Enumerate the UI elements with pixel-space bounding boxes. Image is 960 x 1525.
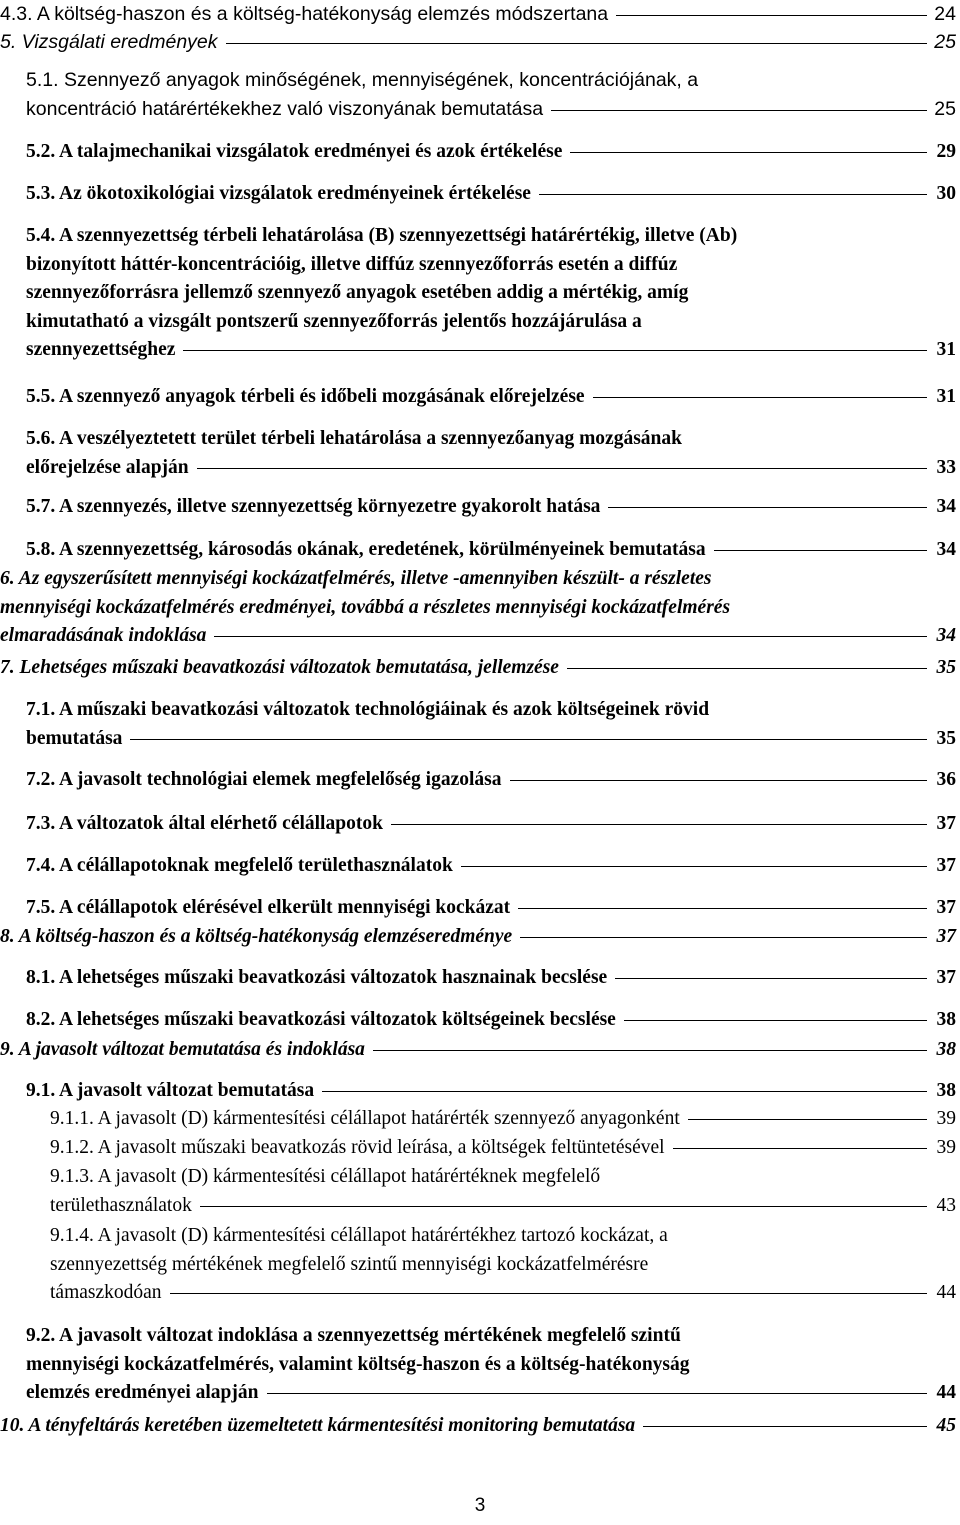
toc-leader-line xyxy=(183,350,927,351)
toc-entry-title: 5.2. A talajmechanikai vizsgálatok eredményei és azok értékelése xyxy=(26,141,563,162)
toc-entry-title: 5.6. A veszélyeztetett terület térbeli lehatárolása a szennyezőanyag mozgásának xyxy=(26,428,682,449)
toc-entry-title: 9.1.4. A javasolt (D) kármentesítési célállapot határértékhez tartozó kockázat, a xyxy=(50,1225,668,1246)
toc-leader-line xyxy=(510,780,927,781)
toc-leader-line xyxy=(170,1293,927,1294)
toc-entry[interactable] xyxy=(0,1412,956,1441)
toc-entry-line xyxy=(26,766,956,795)
toc-entry-title: támaszkodóan xyxy=(50,1282,162,1303)
toc-leader-line xyxy=(197,468,927,469)
toc-page-number: 30 xyxy=(936,183,956,204)
toc-entry-line xyxy=(26,810,956,839)
toc-leader-line xyxy=(520,937,927,938)
toc-page-number: 44 xyxy=(936,1282,956,1303)
toc-entry-line xyxy=(26,1006,956,1035)
toc-page-number: 43 xyxy=(936,1194,956,1216)
toc-entry-title: 9.1.2. A javasolt műszaki beavatkozás rövid leírása, a költségek feltüntetésével xyxy=(50,1137,665,1158)
toc-leader-line xyxy=(322,1091,927,1092)
toc-page-number: 34 xyxy=(936,539,956,560)
toc-entry[interactable] xyxy=(50,1105,956,1134)
toc-entry-title: 4.3. A költség-haszon és a költség-hatékonyság elemzés módszertana xyxy=(0,3,609,25)
toc-entry-title: 7. Lehetséges műszaki beavatkozási változatok bemutatása, jellemzése xyxy=(0,657,559,678)
toc-entry-line xyxy=(26,95,956,124)
toc-entry[interactable] xyxy=(26,696,956,753)
toc-entry-line xyxy=(26,308,956,337)
toc-leader-line xyxy=(373,1050,927,1051)
toc-entry-title: 9. A javasolt változat bemutatása és indoklása xyxy=(0,1039,365,1060)
toc-page-number: 36 xyxy=(936,769,956,790)
toc-entry[interactable] xyxy=(0,1036,956,1065)
toc-entry-line xyxy=(0,622,956,651)
toc-entry-title: 5.3. Az ökotoxikológiai vizsgálatok eredményeinek értékelése xyxy=(26,183,531,204)
toc-entry-line xyxy=(50,1251,956,1280)
toc-entry[interactable] xyxy=(26,138,956,167)
toc-page-number: 24 xyxy=(934,3,956,25)
toc-page-number: 34 xyxy=(936,625,956,646)
toc-entry-title: mennyiségi kockázatfelmérés, valamint költség-haszon és a költség-hatékonyság xyxy=(26,1353,690,1375)
toc-leader-line xyxy=(688,1119,927,1120)
toc-entry[interactable] xyxy=(26,66,956,123)
toc-entry-title: koncentráció határértékekhez való viszonyának bemutatása xyxy=(26,97,544,120)
toc-entry-line xyxy=(26,852,956,881)
toc-leader-line xyxy=(539,194,927,195)
toc-entry[interactable] xyxy=(0,0,956,29)
toc-entry-title: 8. A költség-haszon és a költség-hatékonyság elemzéseredménye xyxy=(0,926,513,947)
page-number: 3 xyxy=(474,1495,486,1516)
toc-entry-line xyxy=(0,565,956,594)
toc-leader-line xyxy=(616,15,927,16)
toc-entry-title: elemzés eredményei alapján xyxy=(26,1382,259,1403)
toc-entry-line xyxy=(26,66,956,95)
toc-entry-title: 5.4. A szennyezettség térbeli lehatárolása (B) szennyezettségi határértékig, illetve (Ab) xyxy=(26,225,738,246)
toc-entry[interactable] xyxy=(50,1222,956,1308)
toc-entry-line xyxy=(0,594,956,623)
toc-entry-title: 9.1.1. A javasolt (D) kármentesítési célállapot határérték szennyező anyagonként xyxy=(50,1108,680,1129)
toc-entry-title: elmaradásának indoklása xyxy=(0,625,207,646)
toc-entry-line xyxy=(26,251,956,280)
toc-leader-line xyxy=(608,507,927,508)
toc-entry-line xyxy=(50,1134,956,1163)
toc-entry-line xyxy=(26,725,956,754)
toc-leader-line xyxy=(130,739,927,740)
toc-entry[interactable] xyxy=(0,28,956,57)
toc-page-number: 39 xyxy=(936,1108,956,1129)
toc-entry-title: szennyezőforrásra jellemző szennyező anyagok esetében addig a mértékig, amíg xyxy=(26,282,689,303)
toc-leader-line xyxy=(551,110,927,111)
toc-entry-line xyxy=(26,222,956,251)
toc-entry-title: kimutatható a vizsgált pontszerű szennyezőforrás jelentős hozzájárulása a xyxy=(26,310,642,332)
toc-leader-line xyxy=(570,152,927,153)
toc-page-number: 45 xyxy=(936,1415,956,1436)
toc-entry-title: szennyezettség mértékének megfelelő szintű mennyiségi kockázatfelmérésre xyxy=(50,1253,649,1275)
toc-entry-title: 8.2. A lehetséges műszaki beavatkozási változatok költségeinek becslése xyxy=(26,1009,616,1030)
toc-page-number: 35 xyxy=(936,657,956,678)
toc-entry-line xyxy=(26,964,956,993)
toc-entry[interactable] xyxy=(26,425,956,482)
toc-entry-line xyxy=(50,1192,956,1221)
toc-page-number: 37 xyxy=(936,967,956,988)
toc-entry-line xyxy=(0,1412,956,1441)
toc-entry-title: bizonyított háttér-koncentrációig, illetve diffúz szennyezőforrás esetén a diffúz xyxy=(26,253,678,275)
toc-entry-title: 5.8. A szennyezettség, károsodás okának, eredetének, körülményeinek bemutatása xyxy=(26,539,706,560)
toc-entry-title: 7.1. A műszaki beavatkozási változatok technológiáinak és azok költségeinek rövid xyxy=(26,699,710,720)
toc-entry[interactable] xyxy=(26,964,956,993)
toc-leader-line xyxy=(624,1020,927,1021)
toc-entry-line xyxy=(0,923,956,952)
toc-entry[interactable] xyxy=(26,180,956,209)
toc-entry-title: 7.5. A célállapotok elérésével elkerült mennyiségi kockázat xyxy=(26,897,511,918)
toc-entry-title: 9.1. A javasolt változat bemutatása xyxy=(26,1080,315,1101)
toc-leader-line xyxy=(267,1393,928,1394)
toc-leader-line xyxy=(593,397,927,398)
toc-entry-title: előrejelzése alapján xyxy=(26,456,189,478)
toc-entry-title: 9.2. A javasolt változat indoklása a szennyezettség mértékének megfelelő szintű xyxy=(26,1325,681,1346)
toc-entry-title: mennyiségi kockázatfelmérés eredményei, továbbá a részletes mennyiségi kockázatfelmérés xyxy=(0,596,731,618)
toc-page-number: 29 xyxy=(936,141,956,162)
toc-entry-line xyxy=(26,454,956,483)
toc-entry[interactable] xyxy=(0,923,956,952)
toc-entry-line xyxy=(26,336,956,365)
toc-entry-title: 10. A tényfeltárás keretében üzemeltetett kármentesítési monitoring bemutatása xyxy=(0,1415,636,1436)
toc-entry-line xyxy=(26,180,956,209)
toc-entry[interactable] xyxy=(0,565,956,651)
toc-entry[interactable] xyxy=(26,852,956,881)
toc-page-number: 31 xyxy=(936,339,956,360)
toc-entry-line xyxy=(50,1279,956,1308)
toc-entry-title: 8.1. A lehetséges műszaki beavatkozási változatok hasznainak becslése xyxy=(26,967,608,988)
toc-entry[interactable] xyxy=(26,1006,956,1035)
toc-page-number: 37 xyxy=(936,855,956,876)
toc-entry-line xyxy=(26,138,956,167)
toc-leader-line xyxy=(214,636,927,637)
toc-entry[interactable] xyxy=(26,810,956,839)
toc-page-number: 25 xyxy=(934,97,956,120)
toc-leader-line xyxy=(714,550,927,551)
toc-leader-line xyxy=(461,866,927,867)
toc-leader-line xyxy=(226,43,927,44)
toc-entry-title: 7.2. A javasolt technológiai elemek megfelelőség igazolása xyxy=(26,769,502,790)
toc-page-number: 34 xyxy=(936,496,956,517)
toc-entry[interactable] xyxy=(26,222,956,365)
toc-entry[interactable] xyxy=(26,536,956,565)
toc-page-number: 38 xyxy=(936,1009,956,1030)
toc-leader-line xyxy=(391,824,927,825)
toc-entry-title: 9.1.3. A javasolt (D) kármentesítési célállapot határértéknek megfelelő xyxy=(50,1166,601,1187)
toc-entry-title: 5. Vizsgálati eredmények xyxy=(0,31,218,53)
toc-entry[interactable] xyxy=(26,766,956,795)
toc-page-number: 38 xyxy=(936,1080,956,1101)
toc-entry-title: 5.7. A szennyezés, illetve szennyezettség környezetre gyakorolt hatása xyxy=(26,496,601,517)
toc-entry-title: 5.1. Szennyező anyagok minőségének, mennyiségének, koncentrációjának, a xyxy=(26,69,699,91)
toc-entry-title: 7.4. A célállapotoknak megfelelő területhasználatok xyxy=(26,855,453,876)
toc-entry[interactable] xyxy=(50,1163,956,1220)
toc-entry[interactable] xyxy=(26,383,956,412)
toc-leader-line xyxy=(673,1148,927,1149)
toc-entry[interactable] xyxy=(26,493,956,522)
toc-entry[interactable] xyxy=(26,1077,956,1106)
toc-entry-title: 7.3. A változatok által elérhető célállapotok xyxy=(26,813,383,834)
toc-page-number: 35 xyxy=(936,727,956,749)
toc-leader-line xyxy=(518,908,927,909)
toc-page-number: 25 xyxy=(934,31,956,53)
toc-entry-title: 5.5. A szennyező anyagok térbeli és időbeli mozgásának előrejelzése xyxy=(26,386,585,407)
toc-entry-line xyxy=(0,1036,956,1065)
toc-entry-line xyxy=(0,0,956,29)
toc-entry-line xyxy=(50,1163,956,1192)
toc-page-number: 37 xyxy=(936,813,956,834)
toc-entry-line xyxy=(26,493,956,522)
toc-page-number: 37 xyxy=(936,926,956,947)
toc-entry[interactable] xyxy=(50,1134,956,1163)
toc-entry-line xyxy=(26,536,956,565)
toc-entry-line xyxy=(26,894,956,923)
toc-page-number: 33 xyxy=(936,456,956,478)
toc-entry-line xyxy=(26,1379,956,1408)
toc-entry-title: szennyezettséghez xyxy=(26,339,176,360)
toc-leader-line xyxy=(200,1206,927,1207)
toc-leader-line xyxy=(643,1426,927,1427)
toc-page-number: 39 xyxy=(936,1137,956,1158)
toc-entry-line xyxy=(50,1105,956,1134)
toc-entry-line xyxy=(26,279,956,308)
toc-entry[interactable] xyxy=(26,1322,956,1408)
toc-entry-line xyxy=(0,654,956,683)
toc-leader-line xyxy=(567,668,927,669)
toc-entry[interactable] xyxy=(26,894,956,923)
toc-entry-title: 6. Az egyszerűsített mennyiségi kockázatfelmérés, illetve -amennyiben készült- a részletes xyxy=(0,568,712,589)
toc-entry-line xyxy=(26,425,956,454)
toc-leader-line xyxy=(615,978,927,979)
toc-entry-line xyxy=(26,1351,956,1380)
toc-entry-line xyxy=(0,28,956,57)
toc-entry-line xyxy=(50,1222,956,1251)
toc-page-number: 31 xyxy=(936,386,956,407)
toc-page-number: 37 xyxy=(936,897,956,918)
toc-entry-line xyxy=(26,383,956,412)
toc-page-number: 44 xyxy=(936,1382,956,1403)
toc-entry-line xyxy=(26,1077,956,1106)
toc-entry-title: területhasználatok xyxy=(50,1194,192,1216)
toc-entry-line xyxy=(26,1322,956,1351)
toc-page-number: 38 xyxy=(936,1039,956,1060)
toc-entry-title: bemutatása xyxy=(26,727,123,749)
toc-entry[interactable] xyxy=(0,654,956,683)
toc-entry-line xyxy=(26,696,956,725)
